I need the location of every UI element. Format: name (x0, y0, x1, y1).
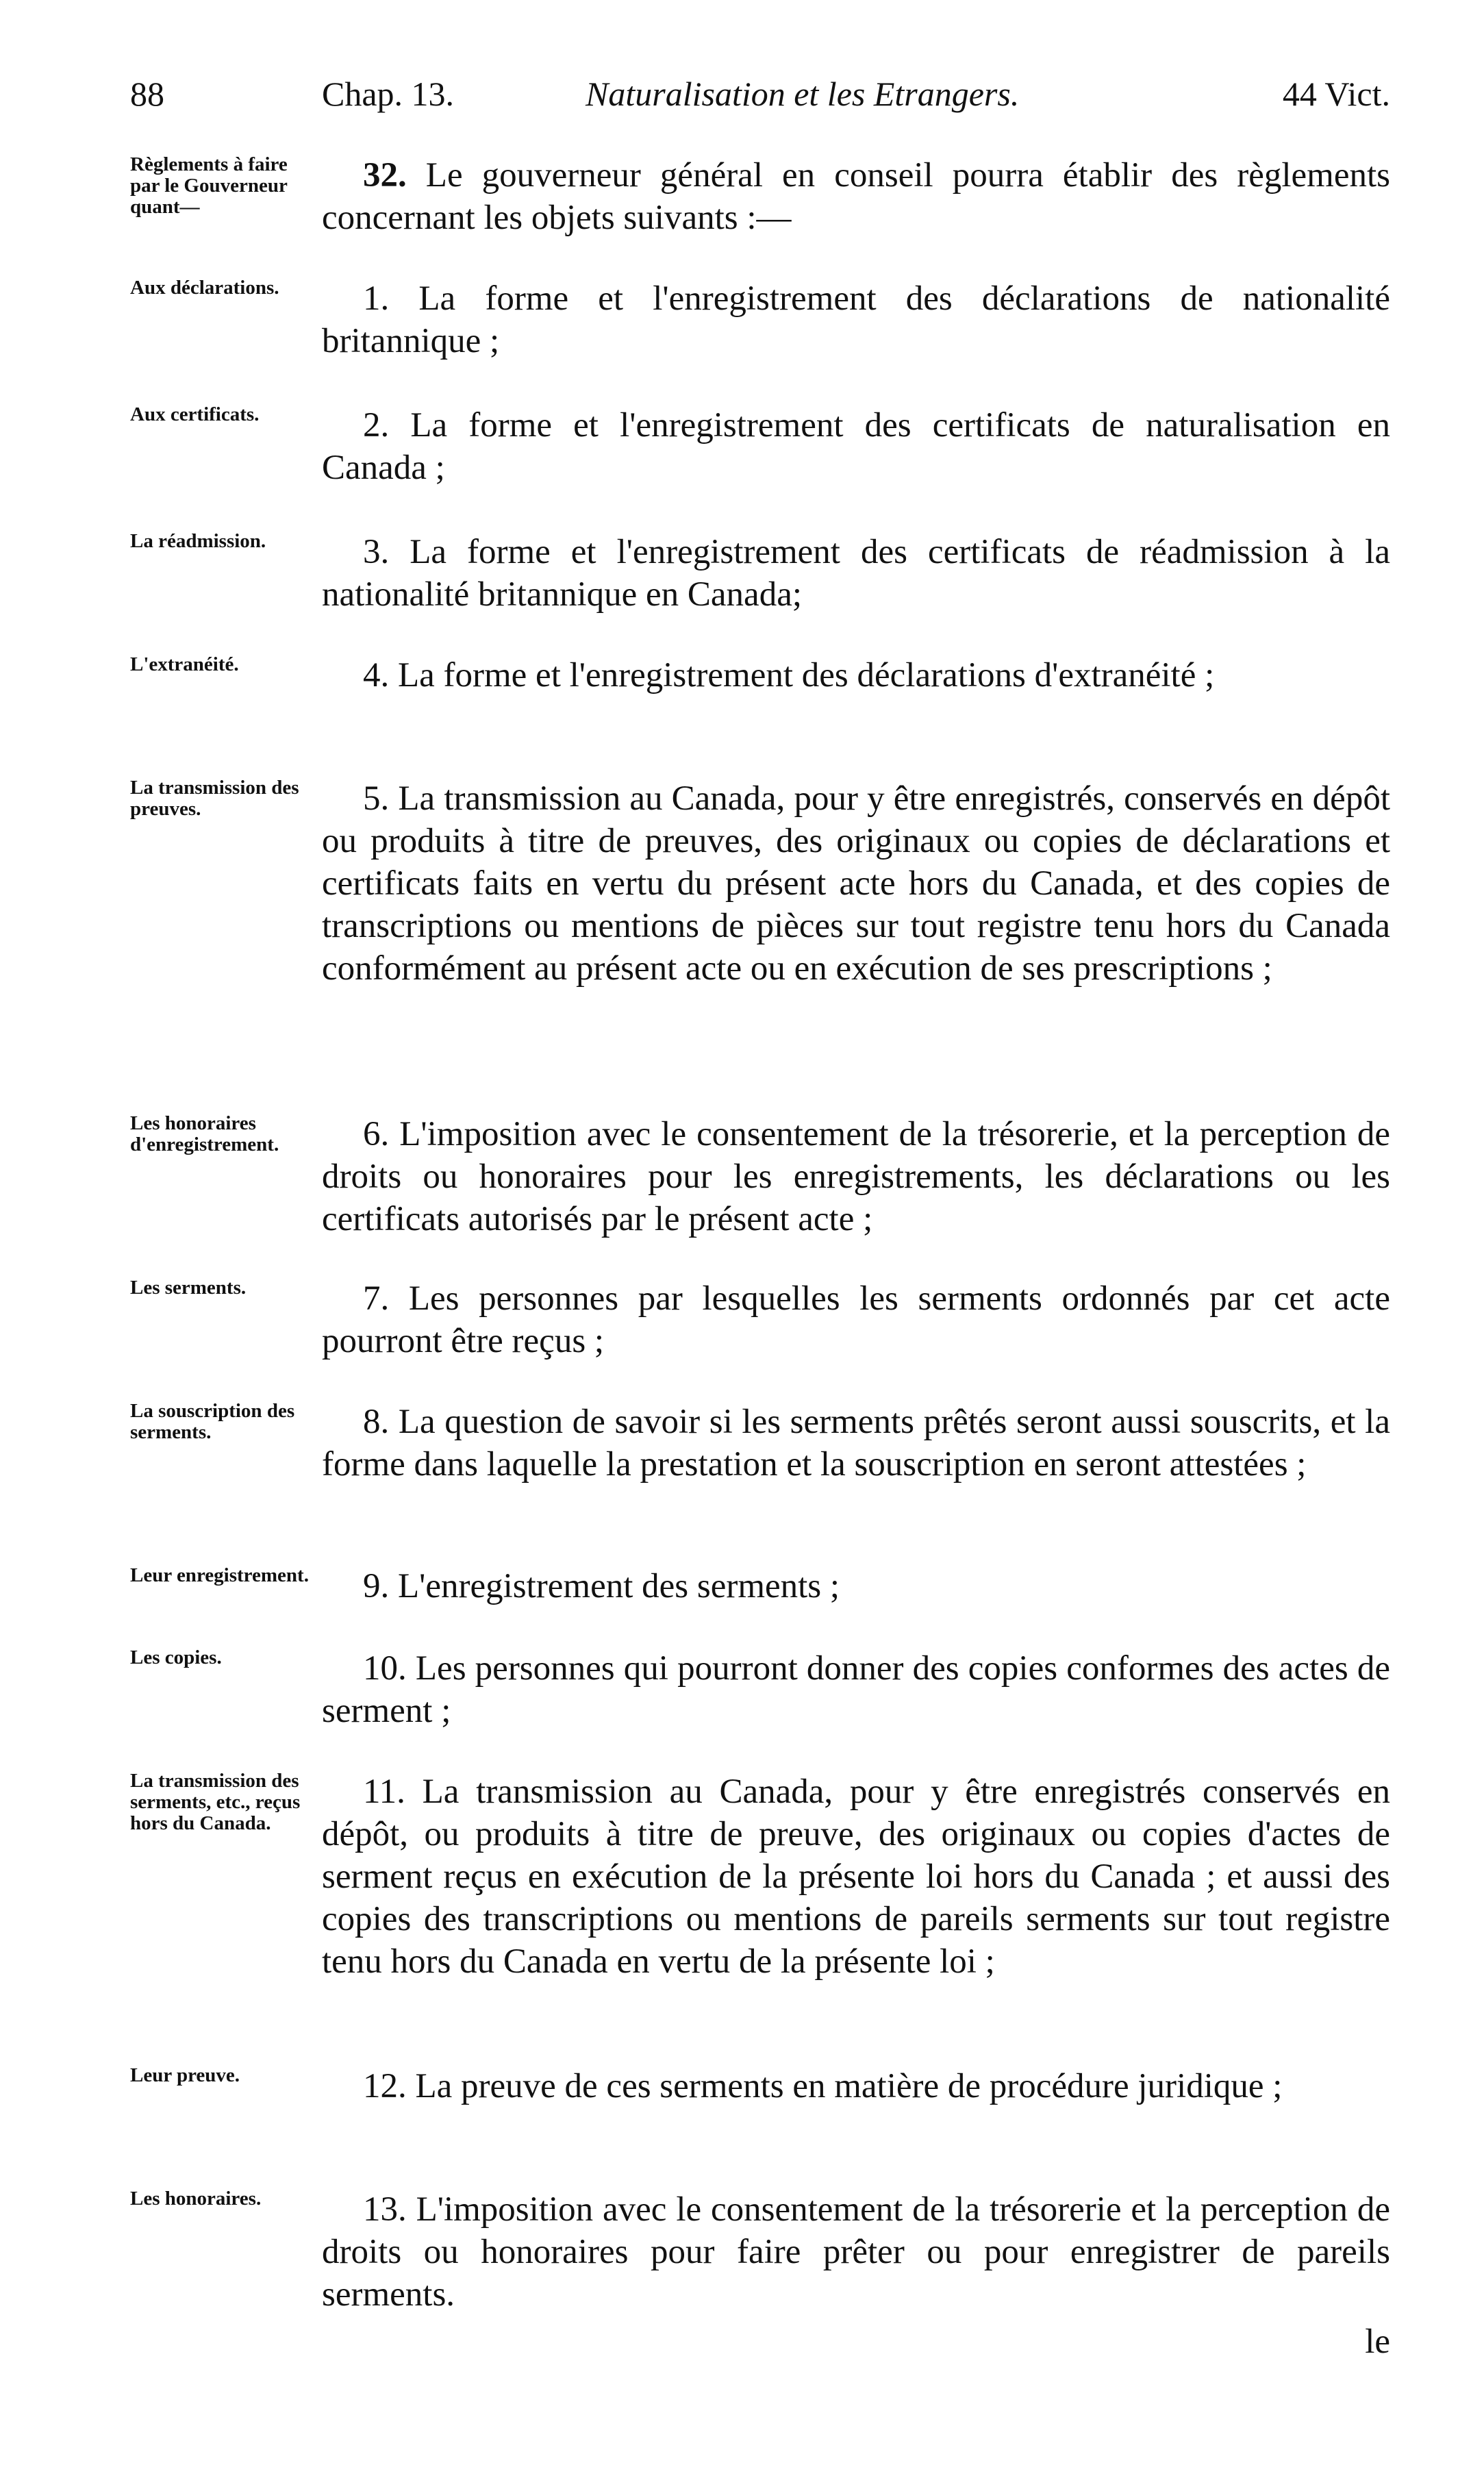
margin-note: Leur enregistrement. (130, 1564, 309, 1586)
chapter-label: Chap. 13. (322, 75, 455, 113)
item-number: 6. (363, 1115, 390, 1153)
item-text (322, 531, 1390, 616)
item-text (322, 1401, 1390, 1486)
margin-note: L'extranéité. (130, 653, 239, 675)
item-number: 4. (363, 656, 390, 694)
margin-note: Leur preuve. (130, 2064, 240, 2086)
item-body: Les personnes qui pourront donner des copies conformes des actes de serment ; (322, 1649, 1390, 1730)
section-body: Le gouverneur général en conseil pourra établir des règlements concernant les objets suivants :— (322, 156, 1390, 237)
item-text (322, 1770, 1390, 1983)
margin-note: Les honoraires d'enregistrement. (130, 1112, 279, 1155)
item-body: La transmission au Canada, pour y être enregistrés, conservés en dépôt ou produits à titre de preuves, des originaux ou copies de déclarations et certificats faits en vertu du présent acte hors du Canada, et des copies de transcriptions ou mentions de pièces sur tout registre tenu hors du Canada conformément au présent acte ou en exécution de ses prescriptions ; (322, 779, 1390, 988)
item-body: La preuve de ces serments en matière de procédure juridique ; (406, 2067, 1283, 2105)
item-text (322, 1565, 1390, 1607)
regnal-year: 44 Vict. (1282, 75, 1390, 113)
item-number: 8. (363, 1403, 390, 1441)
section-number: 32. (363, 156, 407, 195)
item-text (322, 277, 1390, 362)
item-body: L'imposition avec le consentement de la trésorerie, et la perception de droits ou honoraires pour les enregistrements, les déclarations ou les certificats autorisés par le présent acte ; (322, 1115, 1390, 1238)
item-number: 11. (363, 1773, 405, 1811)
running-header (130, 74, 1390, 122)
margin-note: Aux déclarations. (130, 277, 279, 299)
item-number: 12. (363, 2067, 407, 2105)
margin-note: Règlements à faire par le Gouverneur quant— (130, 153, 288, 218)
page-number: 88 (130, 75, 164, 113)
item-body: La transmission au Canada, pour y être enregistrés conservés en dépôt, ou produits à titre de preuve, des originaux ou copies d'actes de serment reçus en exécution de la présente loi hors du Canada ; et aussi des copies des transcriptions ou mentions de pareils serments sur tout registre tenu hors du Canada en vertu de la présente loi ; (322, 1773, 1390, 1981)
margin-note: La souscription des serments. (130, 1400, 295, 1443)
catchword: le (1365, 2323, 1390, 2361)
running-title: Naturalisation et les Etrangers. (586, 75, 1020, 113)
item-text (322, 1277, 1390, 1362)
margin-note: La transmission des serments, etc., reçus hors du Canada. (130, 1770, 301, 1834)
item-number: 5. (363, 779, 390, 818)
item-number: 3. (363, 533, 390, 571)
margin-note: Les serments. (130, 1277, 247, 1299)
item-number: 9. (363, 1567, 390, 1605)
item-text (322, 2065, 1390, 2107)
item-number: 7. (363, 1279, 390, 1318)
margin-note: Aux certificats. (130, 403, 260, 425)
item-text (322, 777, 1390, 990)
item-body: Les personnes par lesquelles les serments ordonnés par cet acte pourront être reçus ; (322, 1279, 1390, 1360)
margin-note: La transmission des preuves. (130, 777, 299, 820)
item-body: La question de savoir si les serments prêtés seront aussi souscrits, et la forme dans laquelle la prestation et la souscription en seront attestées ; (322, 1403, 1390, 1484)
item-number: 10. (363, 1649, 407, 1688)
item-number: 2. (363, 406, 390, 445)
item-body: La forme et l'enregistrement des certificats de naturalisation en Canada ; (322, 406, 1390, 487)
margin-note: La réadmission. (130, 530, 266, 552)
item-text (322, 1647, 1390, 1732)
item-body: La forme et l'enregistrement des déclarations d'extranéité ; (389, 656, 1215, 694)
item-body: L'enregistrement des serments ; (389, 1567, 840, 1605)
item-text (322, 654, 1390, 697)
item-body: L'imposition avec le consentement de la trésorerie et la perception de droits ou honoraires pour faire prêter ou pour enregistrer de pareils serments. (322, 2190, 1390, 2314)
item-body: La forme et l'enregistrement des certificats de réadmission à la nationalité britannique en Canada; (322, 533, 1390, 614)
item-number: 1. (363, 279, 390, 318)
item-text (322, 404, 1390, 489)
section-text (322, 154, 1390, 239)
margin-note: Les honoraires. (130, 2188, 262, 2210)
item-text (322, 1113, 1390, 1240)
item-text (322, 2188, 1390, 2316)
item-number: 13. (363, 2190, 407, 2229)
margin-note: Les copies. (130, 1647, 222, 1668)
item-body: La forme et l'enregistrement des déclarations de nationalité britannique ; (322, 279, 1390, 360)
